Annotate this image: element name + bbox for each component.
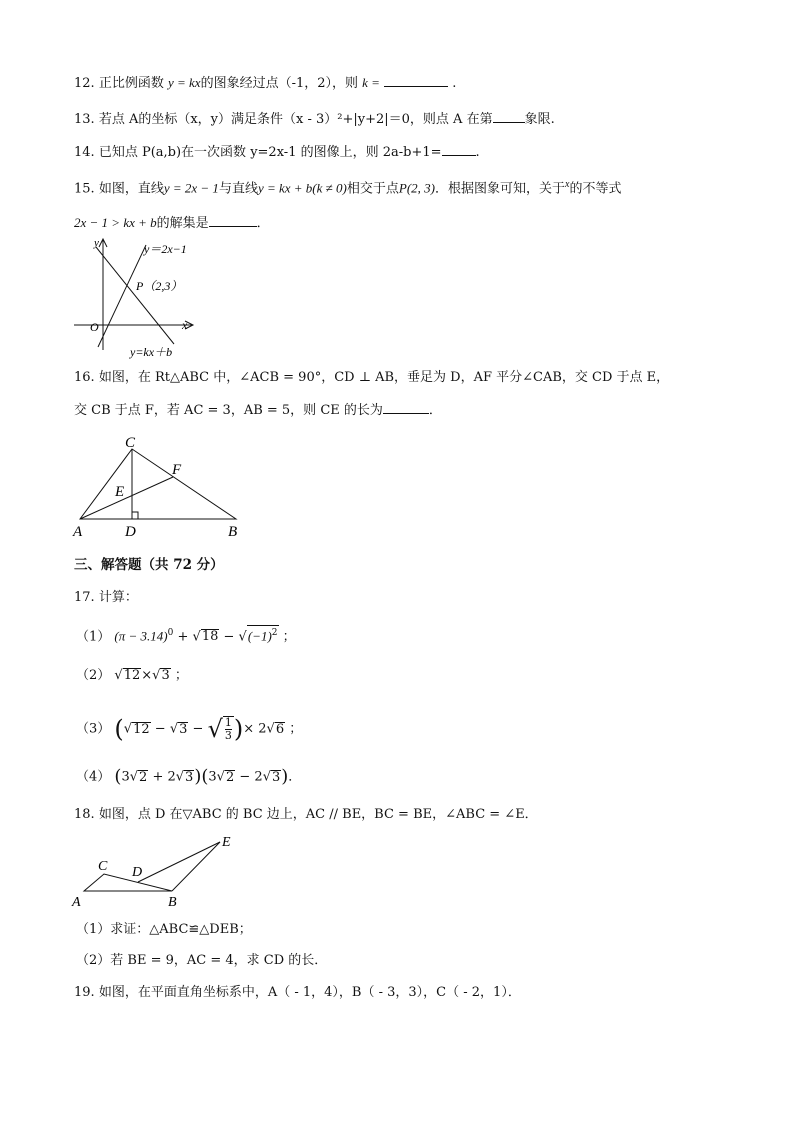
q15-x: x: [565, 179, 570, 190]
section-3-heading: 三、解答题（共 72 分）: [74, 557, 224, 573]
q13-text: 若点 A的坐标（x，y）满足条件（x - 3）²+|y+2|＝0，则点 A 在第: [98, 112, 493, 127]
q15-y-label: y: [94, 237, 99, 249]
q16-label-b: B: [228, 524, 238, 540]
right-paren-icon: ): [281, 766, 289, 787]
q16-number: 16.: [74, 370, 95, 385]
q17-p3-frac-num: 1: [224, 716, 232, 729]
q15-line1: y = 2x − 1: [163, 180, 219, 196]
q19-number: 19.: [74, 985, 95, 1000]
q17-p1-radicand: 18: [201, 629, 219, 645]
q12-mid: 的图象经过点（-1，2），则: [200, 76, 359, 91]
question-18: [74, 807, 538, 823]
q16-figure: [70, 430, 250, 542]
q17-p3-minus1: −: [150, 721, 170, 737]
q15-figure: [66, 234, 206, 362]
question-12: [74, 74, 456, 92]
q17-p4-end: ．: [288, 769, 302, 785]
sqrt-icon: √: [175, 769, 185, 785]
right-paren-icon: ): [194, 766, 202, 787]
q12-prefix: 正比例函数: [98, 76, 164, 91]
q15-line-2x-1: [98, 245, 146, 347]
q17-p3-end: ；: [289, 721, 303, 737]
q17-part4: [76, 766, 302, 787]
q19-text: 如图，在平面直角坐标系中，A（ - 1，4），B（ - 3，3），C（ - 2，1）．: [98, 985, 521, 1000]
question-16: [74, 370, 669, 386]
q17-title: 计算：: [98, 590, 138, 605]
q17-p2-end: ；: [174, 668, 188, 683]
q18-segment-de: [138, 842, 220, 882]
q16-label-c: C: [125, 435, 136, 451]
question-14: [74, 143, 480, 161]
q15-mid3: ．根据图象可知，关于: [435, 181, 566, 197]
q18-part1: （1）求证：△ABC≌△DEB；: [76, 922, 252, 937]
q17-number: 17.: [74, 590, 95, 605]
q17-p4-r1: 2: [139, 769, 148, 785]
q17-p1-plus: +: [177, 629, 193, 645]
sqrt-icon: √: [129, 769, 139, 785]
q16-line2: 交 CB 于点 F，若 AC = 3，AB = 5，则 CE 的长为: [74, 403, 383, 418]
sqrt-icon: √: [123, 721, 133, 737]
q14-answer-blank[interactable]: [442, 143, 476, 156]
q16-answer-blank[interactable]: [383, 401, 429, 414]
q16-label-d: D: [125, 524, 136, 540]
q18-segment-be: [172, 842, 220, 891]
q17-p4-a2: 3: [208, 769, 217, 785]
sqrt-icon: √: [207, 715, 223, 743]
q15-point-label: P（2,3）: [136, 279, 183, 293]
q16-label-f: F: [172, 462, 182, 478]
q15-post: 的不等式: [569, 181, 622, 197]
sqrt-icon: √: [238, 629, 247, 645]
q17-p4-label: （4）: [76, 769, 111, 785]
q12-end: .: [452, 76, 457, 91]
left-paren-icon: (: [114, 766, 122, 787]
q17-p3-label: （3）: [76, 721, 111, 737]
q13-answer-blank[interactable]: [493, 110, 525, 123]
q13-end: 象限.: [524, 112, 555, 127]
q17-p3-minus2: −: [188, 721, 208, 737]
q15-answer-blank[interactable]: [209, 214, 257, 227]
q18-text: 如图，点 D 在▽ABC 的 BC 边上，AC // BE，BC = BE，∠ABC = ∠E．: [98, 807, 538, 822]
q17-part2: [76, 668, 188, 684]
q17-p3-times: × 2: [243, 721, 267, 737]
q17-p3-frac-den: 3: [224, 729, 232, 742]
q17-p1-radicand2: [247, 625, 279, 644]
q17-p1-minus: −: [219, 629, 239, 645]
q15-line2: y = kx + b(k ≠ 0): [257, 180, 347, 196]
q17-p4-r2: 3: [185, 769, 194, 785]
q17-p4-r4: 3: [271, 769, 281, 785]
q17-p4-minus: − 2: [235, 769, 263, 785]
q18-label-d: D: [132, 865, 143, 880]
q15-line1-label: y＝2x−1: [144, 242, 187, 256]
q18-label-b: B: [168, 895, 177, 910]
q17-p1-term-e: (−1): [247, 628, 272, 644]
left-paren-icon: (: [201, 766, 209, 787]
q17-p1-end: ；: [282, 629, 296, 645]
sqrt-icon: √: [216, 769, 225, 785]
q16-segment-af: [80, 477, 173, 519]
q17-p2-label: （2）: [76, 668, 111, 683]
q16-right-angle-mark: [132, 512, 138, 519]
left-paren-icon: (: [114, 715, 124, 743]
q17-p3-radicand-b: 3: [179, 721, 188, 737]
q15-mid2: 相交于点: [346, 181, 399, 197]
q17-p2-times: ×: [141, 668, 153, 683]
q18-label-e: E: [222, 835, 231, 850]
q17-p3-radicand-a: 12: [133, 721, 150, 737]
question-15-line2: [74, 214, 270, 232]
q17-p1-label: （1）: [76, 629, 111, 645]
q14-text: 已知点 P(a,b)在一次函数 y=2x-1 的图像上，则 2a-b+1=: [98, 145, 442, 160]
q16-label-e: E: [115, 484, 125, 500]
question-17: [74, 590, 138, 606]
q17-p3-radicand-c: 6: [275, 721, 285, 737]
q15-number: 15.: [74, 181, 95, 197]
q17-p2-radicand-b: 3: [161, 668, 170, 683]
q15-ineq-end: 的解集是: [156, 216, 209, 231]
sqrt-icon: √: [262, 769, 271, 785]
q14-number: 14.: [74, 145, 95, 160]
q15-line-kx-b: [96, 247, 174, 344]
sqrt-icon: √: [266, 721, 275, 737]
sqrt-icon: √: [152, 668, 161, 683]
q17-p1-exp-a: 0: [167, 628, 174, 638]
q15-inequality: 2x − 1 > kx + b: [74, 215, 157, 230]
q15-line2-label: y=kx＋b: [130, 345, 173, 359]
q18-figure: [68, 830, 248, 912]
q15-point: P(2, 3): [398, 180, 435, 196]
q18-part2: （2）若 BE = 9，AC = 4，求 CD 的长．: [76, 953, 328, 968]
q18-triangle-abc: [84, 874, 172, 891]
sqrt-icon: √: [114, 668, 123, 683]
q17-p2-radicand-a: 12: [123, 668, 141, 683]
q17-p4-plus: + 2: [148, 769, 176, 785]
q12-var: k =: [362, 75, 380, 90]
right-paren-icon: ): [233, 715, 244, 743]
q15-x-label: x: [182, 318, 188, 332]
q17-p4-a1: 3: [121, 769, 130, 785]
question-13: [74, 110, 555, 128]
q17-p1-term-a: (π − 3.14): [114, 628, 168, 644]
q15-mid1: 与直线: [218, 181, 258, 197]
q16-line1: 如图，在 Rt△ABC 中，∠ACB = 90°，CD ⊥ AB，垂足为 D，AF 平分∠CAB，交 CD 于点 E，: [98, 370, 670, 385]
q12-number: 12.: [74, 76, 95, 91]
sqrt-icon: √: [169, 721, 179, 737]
q17-p3-fraction: [223, 716, 234, 742]
q15-prefix: 如图，直线: [98, 181, 164, 197]
q17-part3: [76, 716, 302, 742]
q17-p1-exp-e: 2: [271, 628, 278, 638]
q17-p4-r3: 2: [225, 769, 235, 785]
q16-label-a: A: [73, 524, 83, 540]
q16-end: ．: [428, 403, 442, 418]
q15-origin-label: O: [90, 320, 99, 334]
q18-number: 18.: [74, 807, 95, 822]
q18-label-c: C: [98, 859, 108, 874]
sqrt-icon: √: [192, 629, 201, 645]
question-16-line2: [74, 401, 442, 419]
question-15: [74, 177, 621, 197]
q18-label-a: A: [72, 895, 81, 910]
q14-end: .: [475, 145, 480, 160]
q15-end: ．: [256, 216, 270, 231]
q17-part1: [76, 625, 296, 645]
q12-answer-blank[interactable]: [384, 74, 448, 87]
question-19: [74, 985, 521, 1001]
q13-number: 13.: [74, 112, 95, 127]
q12-formula: y = kx: [167, 75, 201, 90]
